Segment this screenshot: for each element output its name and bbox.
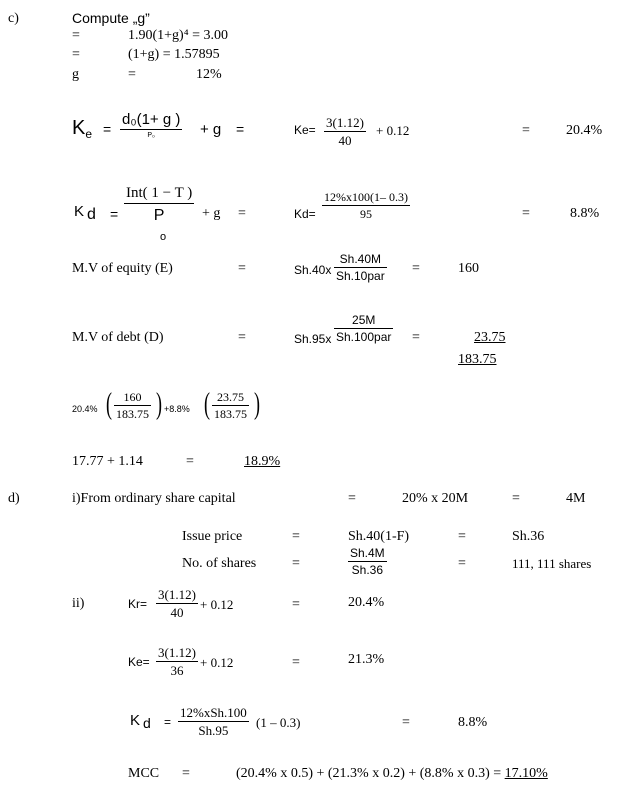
kd2-fraction: 12%xSh.100 Sh.95	[180, 705, 247, 738]
debt-price-prefix: Sh.95x	[294, 332, 332, 346]
eq-sign: =	[110, 206, 119, 222]
shares-label: No. of shares	[182, 556, 257, 571]
debt-fraction: 25M Sh.100par	[336, 313, 392, 344]
eq-sign: =	[458, 556, 466, 571]
kd2-symbol: K d	[130, 712, 151, 731]
ke-rhs-fraction: $\frac{3(1.12)}{40}$	[326, 115, 364, 148]
ke-fraction: d₀(1+ g ) P₀	[122, 111, 181, 139]
eq-sign: =	[238, 206, 246, 221]
plus-g: + g	[200, 121, 222, 138]
kd-fraction: Int( 1 − T ) P	[126, 185, 193, 224]
eq-sign: =	[292, 597, 300, 612]
issue-price-result: Sh.36	[512, 529, 545, 544]
mv-equity-label: M.V of equity (E)	[72, 261, 173, 276]
issue-price-value: Sh.40(1-F)	[348, 529, 410, 544]
equity-price-prefix: Sh.40x	[294, 263, 332, 277]
eq-sign: =	[522, 123, 530, 138]
new-equity-calc: 20% x 20M	[402, 491, 469, 506]
mv-equity-result: 160	[458, 261, 479, 276]
eq-sign: =	[186, 454, 194, 469]
tax-adjustment: (1 – 0.3)	[256, 715, 301, 730]
kd2-result: 8.8%	[458, 715, 488, 730]
wacc-sum-expression: 17.77 + 1.14	[72, 454, 143, 469]
eq-sign: =	[402, 715, 410, 730]
eq-sign: =	[292, 529, 300, 544]
wacc-result: 18.9%	[244, 454, 281, 469]
equity-cost-weight: 20.4%	[72, 404, 98, 414]
eq-sign: =	[103, 121, 112, 137]
eq-sign: =	[512, 491, 520, 506]
compute-g-title: Compute „g”	[72, 10, 150, 26]
eq-sign: =	[72, 47, 80, 62]
eq-sign: =	[128, 67, 136, 82]
eq-sign: =	[412, 330, 420, 345]
growth-factor: (1+g) = 1.57895	[128, 47, 220, 62]
g-variable: g	[72, 67, 79, 82]
kd-rhs-fraction: $\frac{12\%x100(1- 0.3)}{95}$	[324, 190, 408, 221]
issue-price-label: Issue price	[182, 529, 243, 544]
ke-rhs-symbol: Ke=	[294, 123, 316, 137]
eq-sign: =	[292, 556, 300, 571]
eq-sign: =	[348, 491, 356, 506]
kr-fraction: $\frac{3(1.12)}{40}$	[158, 587, 196, 620]
ke2-result: 21.3%	[348, 652, 385, 667]
paren-right: )	[156, 386, 162, 421]
mcc-label: MCC	[128, 766, 160, 781]
plus-growth: + 0.12	[200, 655, 234, 670]
kd-symbol: K d	[74, 203, 96, 223]
ke2-symbol: Ke=	[128, 655, 150, 669]
eq-sign: =	[72, 28, 80, 43]
kd-den-subscript: o	[160, 231, 167, 243]
mv-debt-result: 23.75	[474, 330, 506, 345]
shares-fraction: $\frac{Sh.4M}{Sh.36}$	[350, 546, 385, 577]
kd-rhs-symbol: Kd=	[294, 207, 316, 221]
eq-sign: =	[292, 655, 300, 670]
eq-sign: =	[164, 715, 172, 729]
equity-weight-fraction: $\frac{160}{183.75}$	[116, 390, 149, 421]
ke-result: 20.4%	[566, 123, 603, 138]
kr-symbol: Kr=	[128, 597, 148, 611]
eq-sign: =	[238, 330, 246, 345]
part-i-heading: i)From ordinary share capital	[72, 491, 236, 506]
section-label-c: c)	[8, 11, 19, 26]
new-equity-result: 4M	[566, 491, 586, 506]
eq-sign: =	[238, 261, 246, 276]
debt-weight-fraction: $\frac{23.75}{183.75}$	[214, 390, 247, 421]
mcc-result: 17.10%	[504, 766, 548, 781]
eq-sign: =	[182, 766, 190, 781]
plus-g: + g	[202, 206, 221, 221]
mcc-expression: (20.4% x 0.5) + (21.3% x 0.2) + (8.8% x 0.3) = 17.10%	[236, 766, 548, 781]
eq-sign: =	[236, 121, 245, 137]
mv-debt-label: M.V of debt (D)	[72, 330, 164, 345]
eq-sign: =	[522, 206, 530, 221]
part-ii-heading: ii)	[72, 596, 85, 611]
plus-growth: + 0.12	[200, 597, 234, 612]
kd-result: 8.8%	[570, 206, 600, 221]
shares-result: 111, 111 shares	[512, 556, 592, 571]
paren-left: (	[106, 386, 112, 421]
plus-growth: + 0.12	[376, 123, 410, 138]
equity-fraction: Sh.40M Sh.10par	[336, 252, 385, 283]
kr-result: 20.4%	[348, 595, 385, 610]
ke-symbol: $K_e$	[72, 117, 93, 141]
section-label-d: d)	[8, 491, 20, 506]
eq-sign: =	[458, 529, 466, 544]
total-value: 183.75	[458, 352, 497, 367]
paren-right: )	[254, 386, 260, 421]
paren-left: (	[204, 386, 210, 421]
growth-equation: 1.90(1+g)⁴ = 3.00	[128, 28, 228, 43]
eq-sign: =	[412, 261, 420, 276]
debt-cost-weight: +8.8%	[164, 404, 190, 414]
ke2-fraction: $\frac{3(1.12)}{36}$	[158, 645, 196, 678]
growth-rate: 12%	[196, 67, 222, 82]
